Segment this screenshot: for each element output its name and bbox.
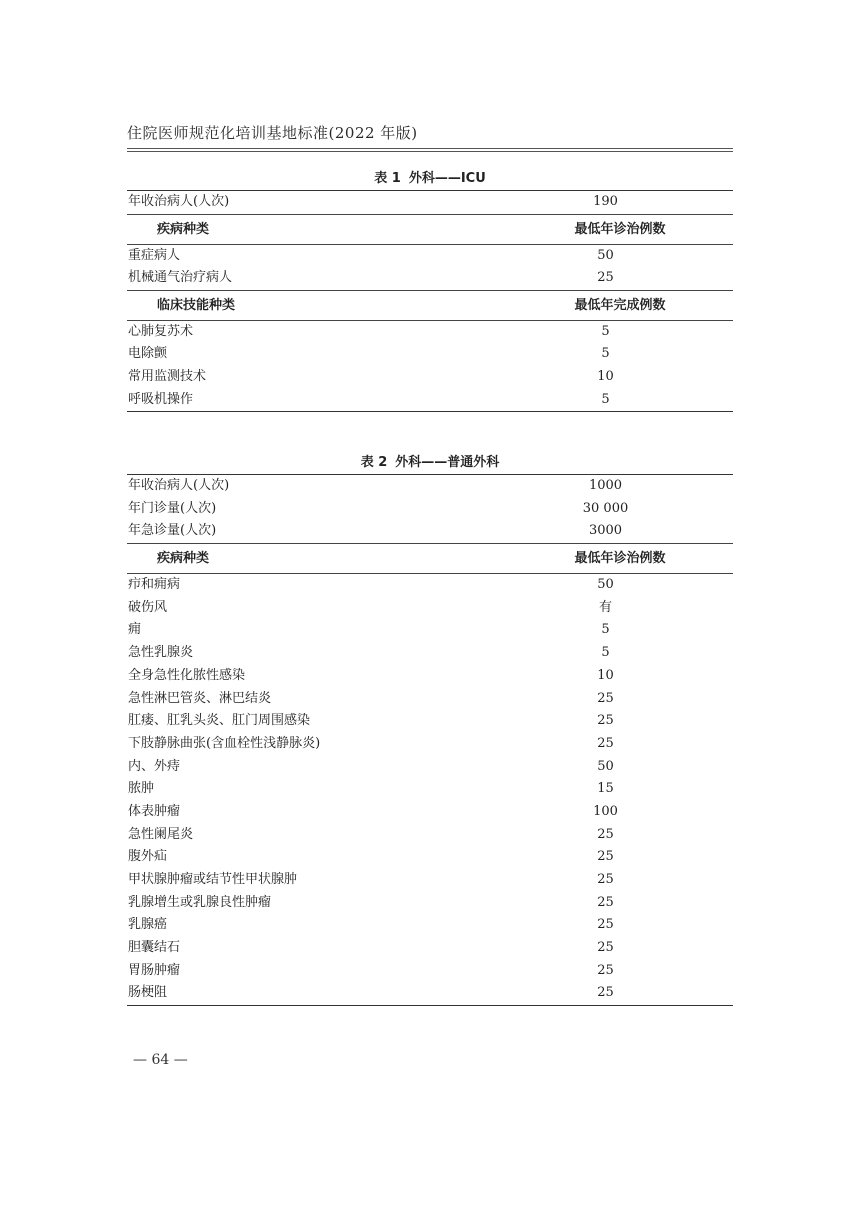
row-value: 25 [597,690,614,706]
row-value: 10 [597,667,614,683]
row-value: 25 [597,962,614,978]
table-number: 表 1 [374,171,401,186]
table-icu [127,168,733,412]
row-value: 25 [597,713,614,729]
row-value: 50 [597,247,614,263]
table-caption [127,168,733,190]
row-label: 年收治病人(人次) [128,478,230,493]
table-row [127,982,733,1005]
row-label: 腹外疝 [128,849,168,865]
table-row [127,756,733,779]
row-label: 疖和痈病 [128,577,181,593]
row-value: 25 [597,894,614,910]
row-label: 肠梗阻 [128,985,168,1001]
row-value: 25 [597,985,614,1001]
column-header-row [127,291,733,320]
table-row [127,914,733,937]
row-value: 25 [597,735,614,751]
row-value: 25 [597,872,614,887]
column-header-count: 最低年完成例数 [574,297,666,313]
table-row [127,498,733,521]
table-row [127,366,733,389]
column-header-row [127,215,733,244]
table-row [127,665,733,688]
row-label: 下肢静脉曲张(含血栓性浅静脉炎) [128,735,321,751]
table-bottom-rule [127,1005,733,1006]
table-row [127,343,733,366]
table-number: 表 2 [360,455,388,470]
row-value: 190 [593,194,618,209]
column-header-skill: 临床技能种类 [157,297,236,313]
table-row [127,520,733,543]
row-value: 25 [597,270,614,286]
row-label: 常用监测技术 [128,368,207,384]
table-row [127,937,733,960]
row-value: 25 [597,849,614,865]
table-title: 外科——ICU [408,171,486,186]
row-value: 1000 [588,478,623,493]
table-row [127,869,733,892]
row-value: 50 [597,577,614,593]
table-row [127,475,733,498]
running-header: 住院医师规范化培训基地标准(2022 年版) [127,124,418,142]
row-value: 5 [601,645,610,661]
page-number: — 64 — [133,1052,188,1068]
table-row [127,321,733,344]
row-value: 5 [601,391,610,407]
row-value: 5 [601,622,610,638]
row-value: 10 [597,368,614,384]
row-label: 痈 [128,622,142,638]
row-label: 肛瘘、肛乳头炎、肛门周围感染 [128,713,311,729]
table-row [127,778,733,801]
row-value: 有 [598,599,612,615]
table-row [127,597,733,620]
table-row [127,892,733,915]
column-header-category: 疾病种类 [157,551,210,567]
table-general-surgery [127,452,733,1006]
table-caption [127,452,733,474]
row-label: 急性淋巴管炎、淋巴结炎 [128,690,272,706]
table-row [127,619,733,642]
row-label: 全身急性化脓性感染 [128,667,246,683]
row-label: 呼吸机操作 [128,391,194,407]
row-label: 年急诊量(人次) [128,523,217,539]
row-label: 胆囊结石 [128,940,181,956]
table-row [127,389,733,412]
row-label: 内、外痔 [128,758,181,774]
table-bottom-rule [127,411,733,412]
table-row [127,574,733,597]
column-header-category: 疾病种类 [157,221,210,237]
row-label: 急性乳腺炎 [128,645,194,661]
table-row [127,191,733,214]
row-label: 破伤风 [128,599,168,615]
row-value: 100 [593,803,618,819]
row-label: 急性阑尾炎 [128,826,194,842]
column-header-row [127,544,733,573]
row-label: 甲状腺肿瘤或结节性甲状腺肿 [128,872,298,887]
row-label: 电除颤 [128,346,168,362]
row-label: 脓肿 [128,781,155,797]
header-double-rule [127,148,733,152]
row-label: 年收治病人(人次) [128,194,230,209]
row-label: 年门诊量(人次) [128,500,217,516]
row-label: 机械通气治疗病人 [128,270,233,286]
row-label: 体表肿瘤 [128,803,181,819]
row-value: 25 [597,917,614,933]
row-label: 胃肠肿瘤 [128,962,181,978]
row-value: 5 [601,323,610,339]
row-label: 乳腺增生或乳腺良性肿瘤 [128,894,272,910]
row-value: 30 000 [582,500,629,516]
column-header-count: 最低年诊治例数 [574,551,666,567]
row-value: 25 [597,826,614,842]
table-row [127,801,733,824]
row-value: 50 [597,758,614,774]
table-row [127,245,733,268]
row-value: 3000 [588,523,623,539]
table-row [127,710,733,733]
table-row [127,846,733,869]
summary-rows [127,191,733,214]
table-row [127,733,733,756]
table-row [127,267,733,290]
row-value: 25 [597,940,614,956]
table-title: 外科——普通外科 [395,455,500,470]
row-value: 15 [597,781,614,797]
row-label: 心肺复苏术 [128,323,194,339]
column-header-count: 最低年诊治例数 [574,221,666,237]
table-row [127,642,733,665]
table-row [127,960,733,983]
row-label: 重症病人 [128,247,181,263]
row-label: 乳腺癌 [128,917,168,933]
row-value: 5 [601,346,610,362]
table-row [127,824,733,847]
table-row [127,688,733,711]
